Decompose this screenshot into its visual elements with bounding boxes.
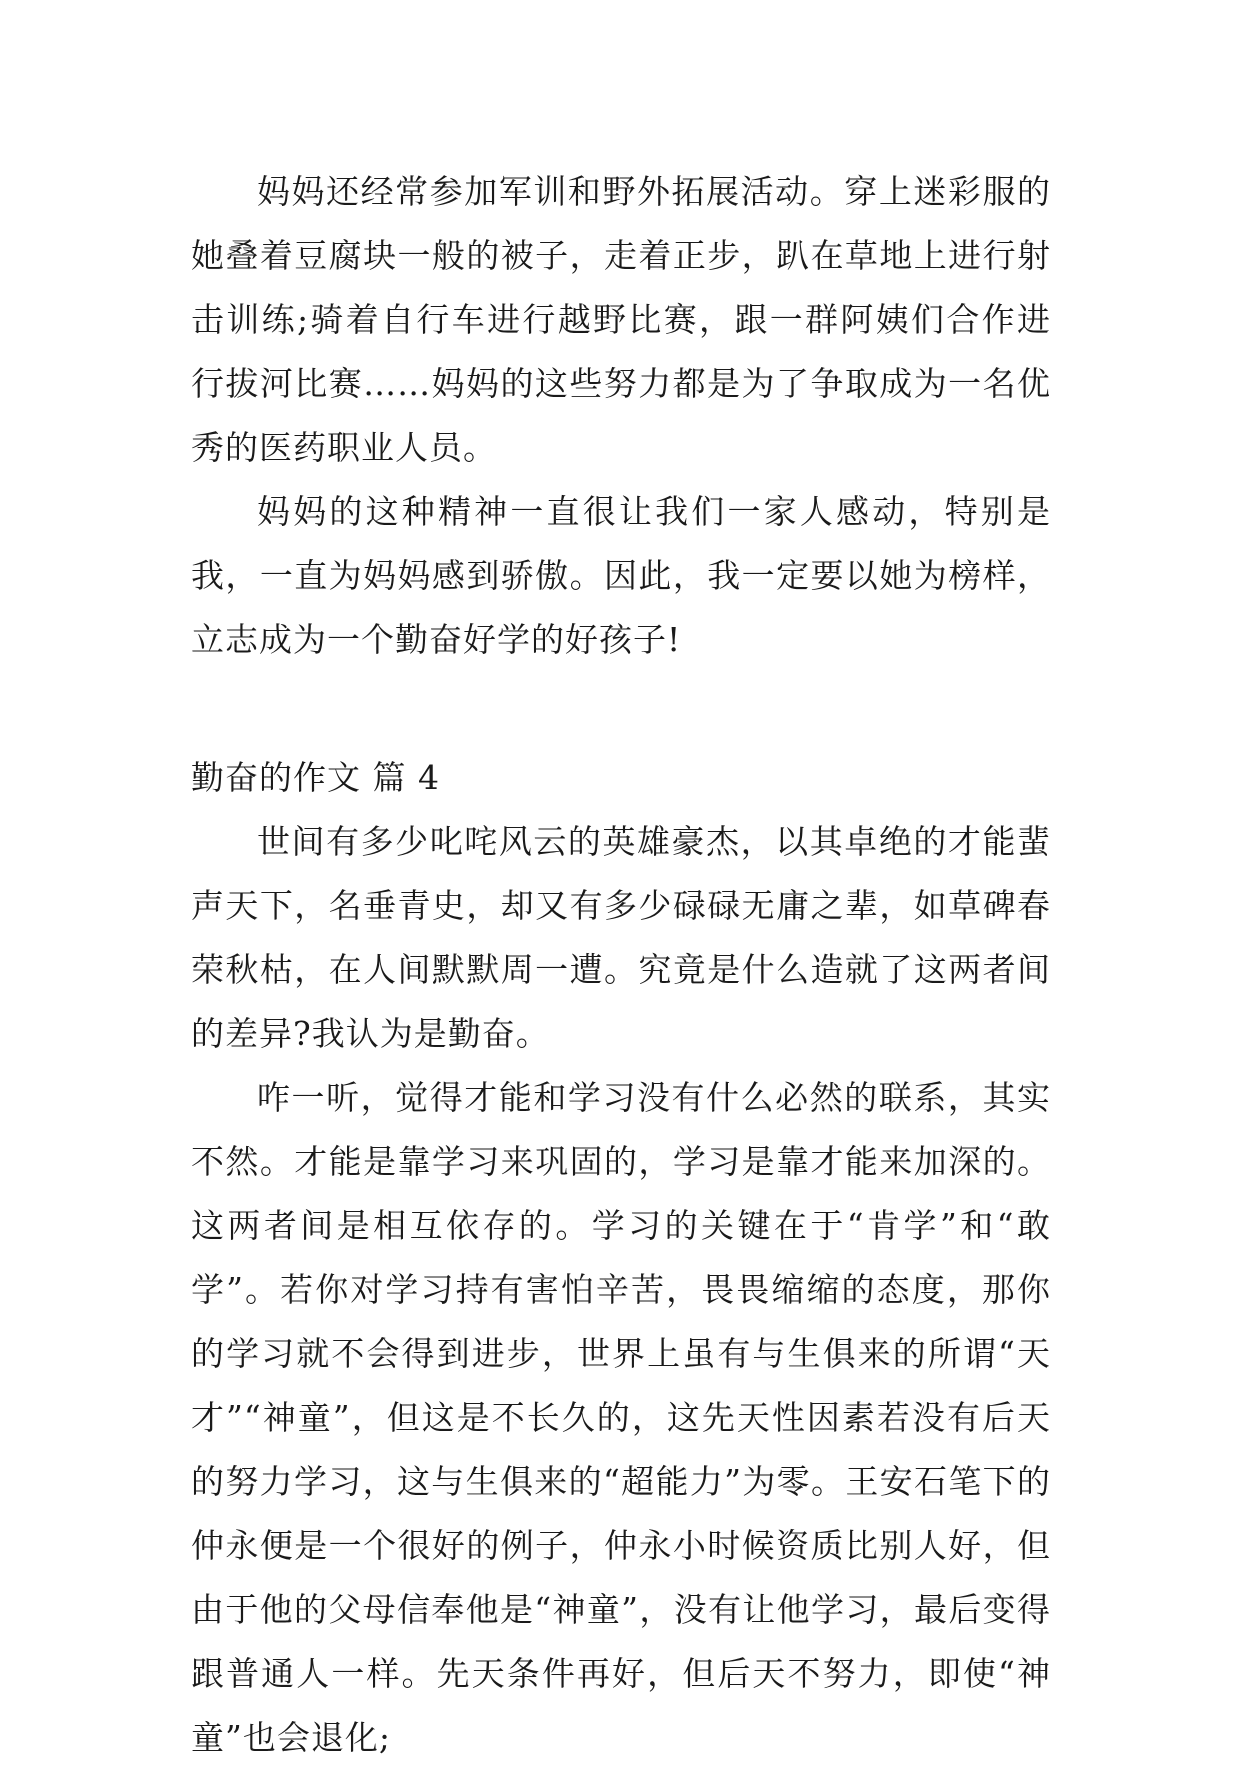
- paragraph: 妈妈的这种精神一直很让我们一家人感动，特别是我，一直为妈妈感到骄傲。因此，我一定要以她为榜样，立志成为一个勤奋好学的好孩子!: [191, 492, 1051, 659]
- document-page: [191, 160, 1051, 1770]
- section-heading: 勤奋的作文 篇 4: [191, 758, 440, 797]
- paragraph: 世间有多少叱咤风云的英雄豪杰，以其卓绝的才能蜚声天下，名垂青史，却又有多少碌碌无庸之辈，如草碑春荣秋枯，在人间默默周一遭。究竟是什么造就了这两者间的差异?我认为是勤奋。: [191, 822, 1051, 1053]
- section-spacer: [191, 672, 1051, 746]
- paragraph: 咋一听，觉得才能和学习没有什么必然的联系，其实不然。才能是靠学习来巩固的，学习是靠才能来加深的。这两者间是相互依存的。学习的关键在于“肯学”和“敢学”。若你对学习持有害怕辛苦，畏畏缩缩的态度，那你的学习就不会得到进步，世界上虽有与生俱来的所谓“天才”“神童”，但这是不长久的，这先天性因素若没有后天的努力学习，这与生俱来的“超能力”为零。王安石笔下的仲永便是一个很好的例子，仲永小时候资质比别人好，但由于他的父母信奉他是“神童”，没有让他学习，最后变得跟普通人一样。先天条件再好，但后天不努力，即使“神童”也会退化;: [191, 1078, 1051, 1757]
- paragraph: 妈妈还经常参加军训和野外拓展活动。穿上迷彩服的她叠着豆腐块一般的被子，走着正步，趴在草地上进行射击训练;骑着自行车进行越野比赛，跟一群阿姨们合作进行拔河比赛……妈妈的这些努力都是为了争取成为一名优秀的医药职业人员。: [191, 172, 1051, 467]
